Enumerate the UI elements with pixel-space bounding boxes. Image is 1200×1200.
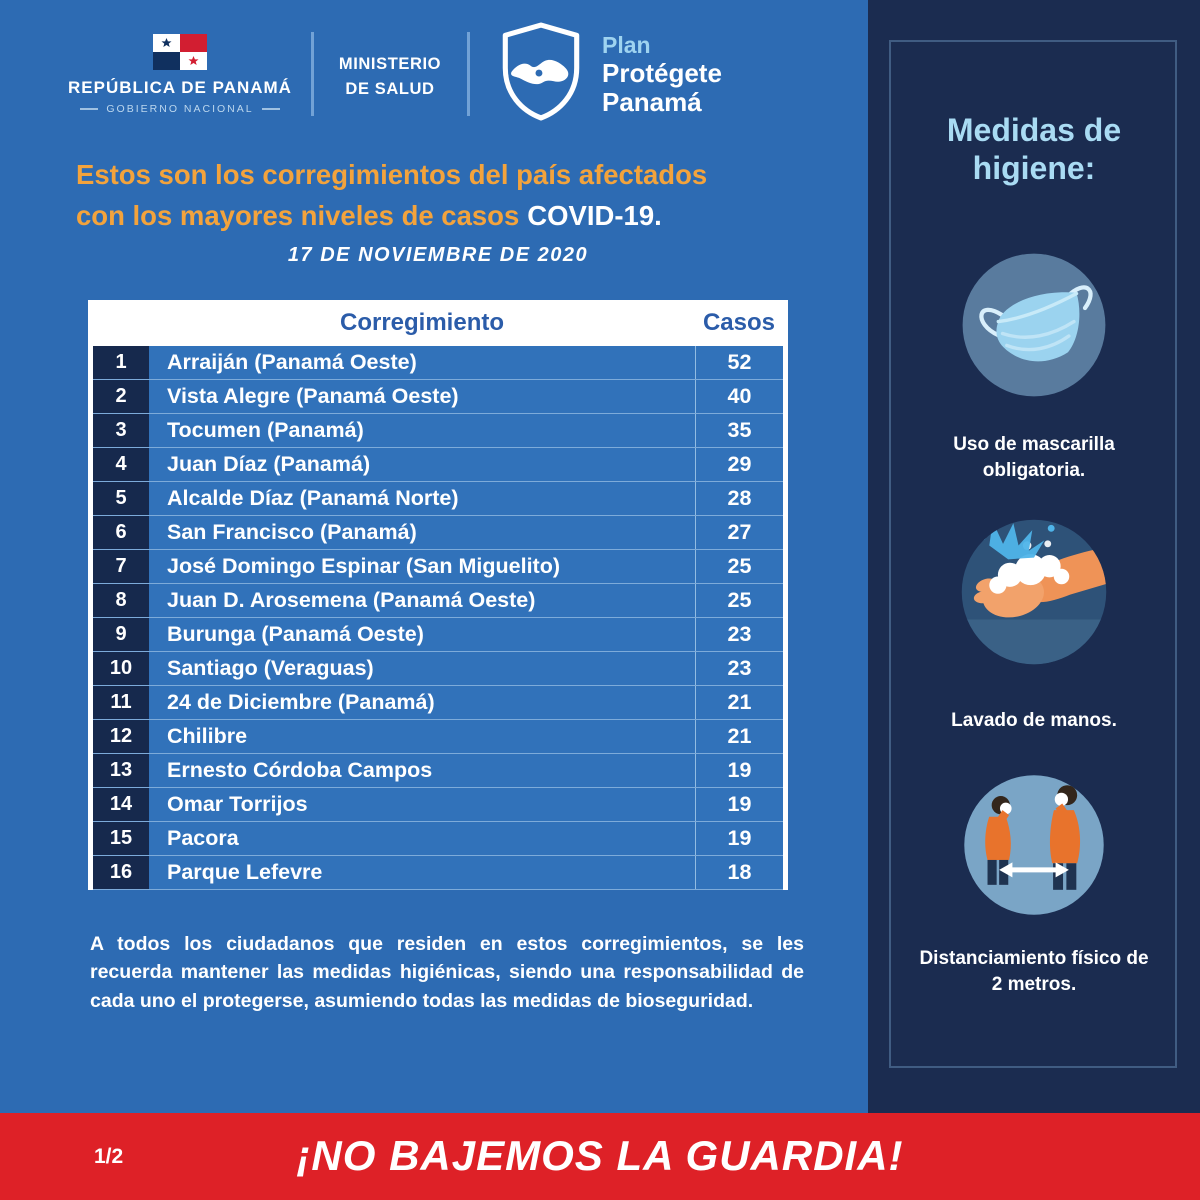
table-row [93, 380, 783, 414]
table-row [93, 448, 783, 482]
table-row [93, 414, 783, 448]
row-corregimiento: Alcalde Díaz (Panamá Norte) [167, 486, 459, 510]
row-corregimiento: Juan Díaz (Panamá) [167, 452, 371, 476]
column-header-casos: Casos [702, 309, 776, 336]
government-logo [60, 28, 300, 117]
row-rank: 1 [93, 346, 149, 379]
row-corregimiento: José Domingo Espinar (San Miguelito) [167, 554, 561, 578]
row-rank: 15 [93, 822, 149, 855]
row-rank: 12 [93, 720, 149, 753]
table-row [93, 720, 783, 754]
table-row [93, 822, 783, 856]
table-row [93, 516, 783, 550]
plan-line2: Protégete [602, 57, 722, 88]
hand-washing-icon [948, 506, 1120, 678]
ministry-line1: MINISTERIO [338, 55, 442, 73]
table-row [93, 482, 783, 516]
row-corregimiento: Santiago (Veraguas) [167, 656, 374, 680]
gov-logo-title: REPÚBLICA DE PANAMÁ [68, 78, 292, 97]
table-row [93, 550, 783, 584]
row-casos: 18 [695, 856, 783, 889]
column-header-corregimiento: Corregimiento [339, 309, 504, 336]
row-corregimiento: Tocumen (Panamá) [167, 418, 364, 442]
panama-flag-icon [153, 34, 207, 70]
row-rank: 10 [93, 652, 149, 685]
plan-wordmark [602, 33, 722, 117]
row-rank: 7 [93, 550, 149, 583]
row-corregimiento: Arraiján (Panamá Oeste) [167, 350, 417, 374]
sidebar-title [868, 112, 1200, 188]
row-casos: 23 [695, 652, 783, 685]
table-row [93, 856, 783, 890]
row-corregimiento: Vista Alegre (Panamá Oeste) [167, 384, 459, 408]
hygiene-sidebar [868, 0, 1200, 1113]
row-rank: 3 [93, 414, 149, 447]
footer-slogan: ¡NO BAJEMOS LA GUARDIA! [296, 1131, 904, 1179]
mask-caption: Uso de mascarilla obligatoria. [953, 434, 1115, 481]
table-row [93, 618, 783, 652]
cases-table-body [93, 346, 783, 890]
table-row [93, 686, 783, 720]
table-row [93, 346, 783, 380]
row-rank: 8 [93, 584, 149, 617]
table-row [93, 754, 783, 788]
page-indicator: 1/2 [94, 1144, 124, 1168]
row-rank: 4 [93, 448, 149, 481]
row-casos: 40 [695, 380, 783, 413]
row-corregimiento: Parque Lefevre [167, 860, 323, 884]
sidebar-title-line2: higiene: [972, 149, 1096, 186]
row-rank: 2 [93, 380, 149, 413]
footer-banner [0, 1113, 1200, 1200]
row-rank: 16 [93, 856, 149, 889]
headline [76, 154, 836, 237]
sidebar-title-line1: Medidas de [946, 112, 1122, 148]
row-casos: 52 [695, 346, 783, 379]
row-casos: 29 [695, 448, 783, 481]
row-corregimiento: Ernesto Córdoba Campos [167, 758, 433, 782]
table-row [93, 652, 783, 686]
header-divider [311, 32, 314, 116]
row-rank: 13 [93, 754, 149, 787]
row-casos: 25 [695, 584, 783, 617]
row-rank: 6 [93, 516, 149, 549]
ministry-wordmark [320, 52, 460, 102]
row-casos: 19 [695, 754, 783, 787]
plan-shield-icon [490, 20, 592, 122]
report-date: 17 DE NOVIEMBRE DE 2020 [287, 244, 589, 266]
row-casos: 28 [695, 482, 783, 515]
hand-washing-caption: Lavado de manos. [951, 710, 1117, 731]
headline-covid-label: COVID-19. [527, 200, 662, 232]
row-corregimiento: Juan D. Arosemena (Panamá Oeste) [167, 588, 536, 612]
row-rank: 5 [93, 482, 149, 515]
row-casos: 23 [695, 618, 783, 651]
face-mask-icon [949, 240, 1119, 410]
plan-line1: Plan [602, 32, 651, 58]
row-casos: 19 [695, 822, 783, 855]
row-casos: 35 [695, 414, 783, 447]
distancing-caption: Distanciamiento físico de 2 metros. [919, 948, 1149, 995]
row-corregimiento: Burunga (Panamá Oeste) [167, 622, 424, 646]
row-casos: 27 [695, 516, 783, 549]
row-casos: 25 [695, 550, 783, 583]
ministry-line2: DE SALUD [345, 79, 435, 98]
row-corregimiento: Chilibre [167, 724, 248, 748]
headline-line2 [76, 195, 836, 236]
row-rank: 11 [93, 686, 149, 719]
row-casos: 19 [695, 788, 783, 821]
headline-line2-orange: con los mayores niveles de casos [76, 200, 520, 232]
physical-distancing-icon [951, 762, 1117, 928]
plan-line3: Panamá [602, 86, 702, 117]
row-corregimiento: Omar Torrijos [167, 792, 308, 816]
gov-logo-subtitle: GOBIERNO NACIONAL [80, 103, 279, 115]
row-corregimiento: San Francisco (Panamá) [167, 520, 417, 544]
reminder-note: A todos los ciudadanos que residen en estos corregimientos, se les recuerda mantener las medidas higiénicas, siendo una responsabilidad de cada uno el protegerse, asumiendo todas las medidas de bioseguridad. [90, 933, 804, 1012]
row-corregimiento: 24 de Diciembre (Panamá) [167, 690, 435, 714]
headline-line1: Estos son los corregimientos del país afectados [76, 159, 708, 190]
cases-table-header [93, 300, 783, 346]
row-casos: 21 [695, 720, 783, 753]
header-divider [467, 32, 470, 116]
cases-table [88, 300, 788, 890]
row-rank: 9 [93, 618, 149, 651]
table-row [93, 584, 783, 618]
row-rank: 14 [93, 788, 149, 821]
table-row [93, 788, 783, 822]
row-casos: 21 [695, 686, 783, 719]
row-corregimiento: Pacora [167, 826, 239, 850]
